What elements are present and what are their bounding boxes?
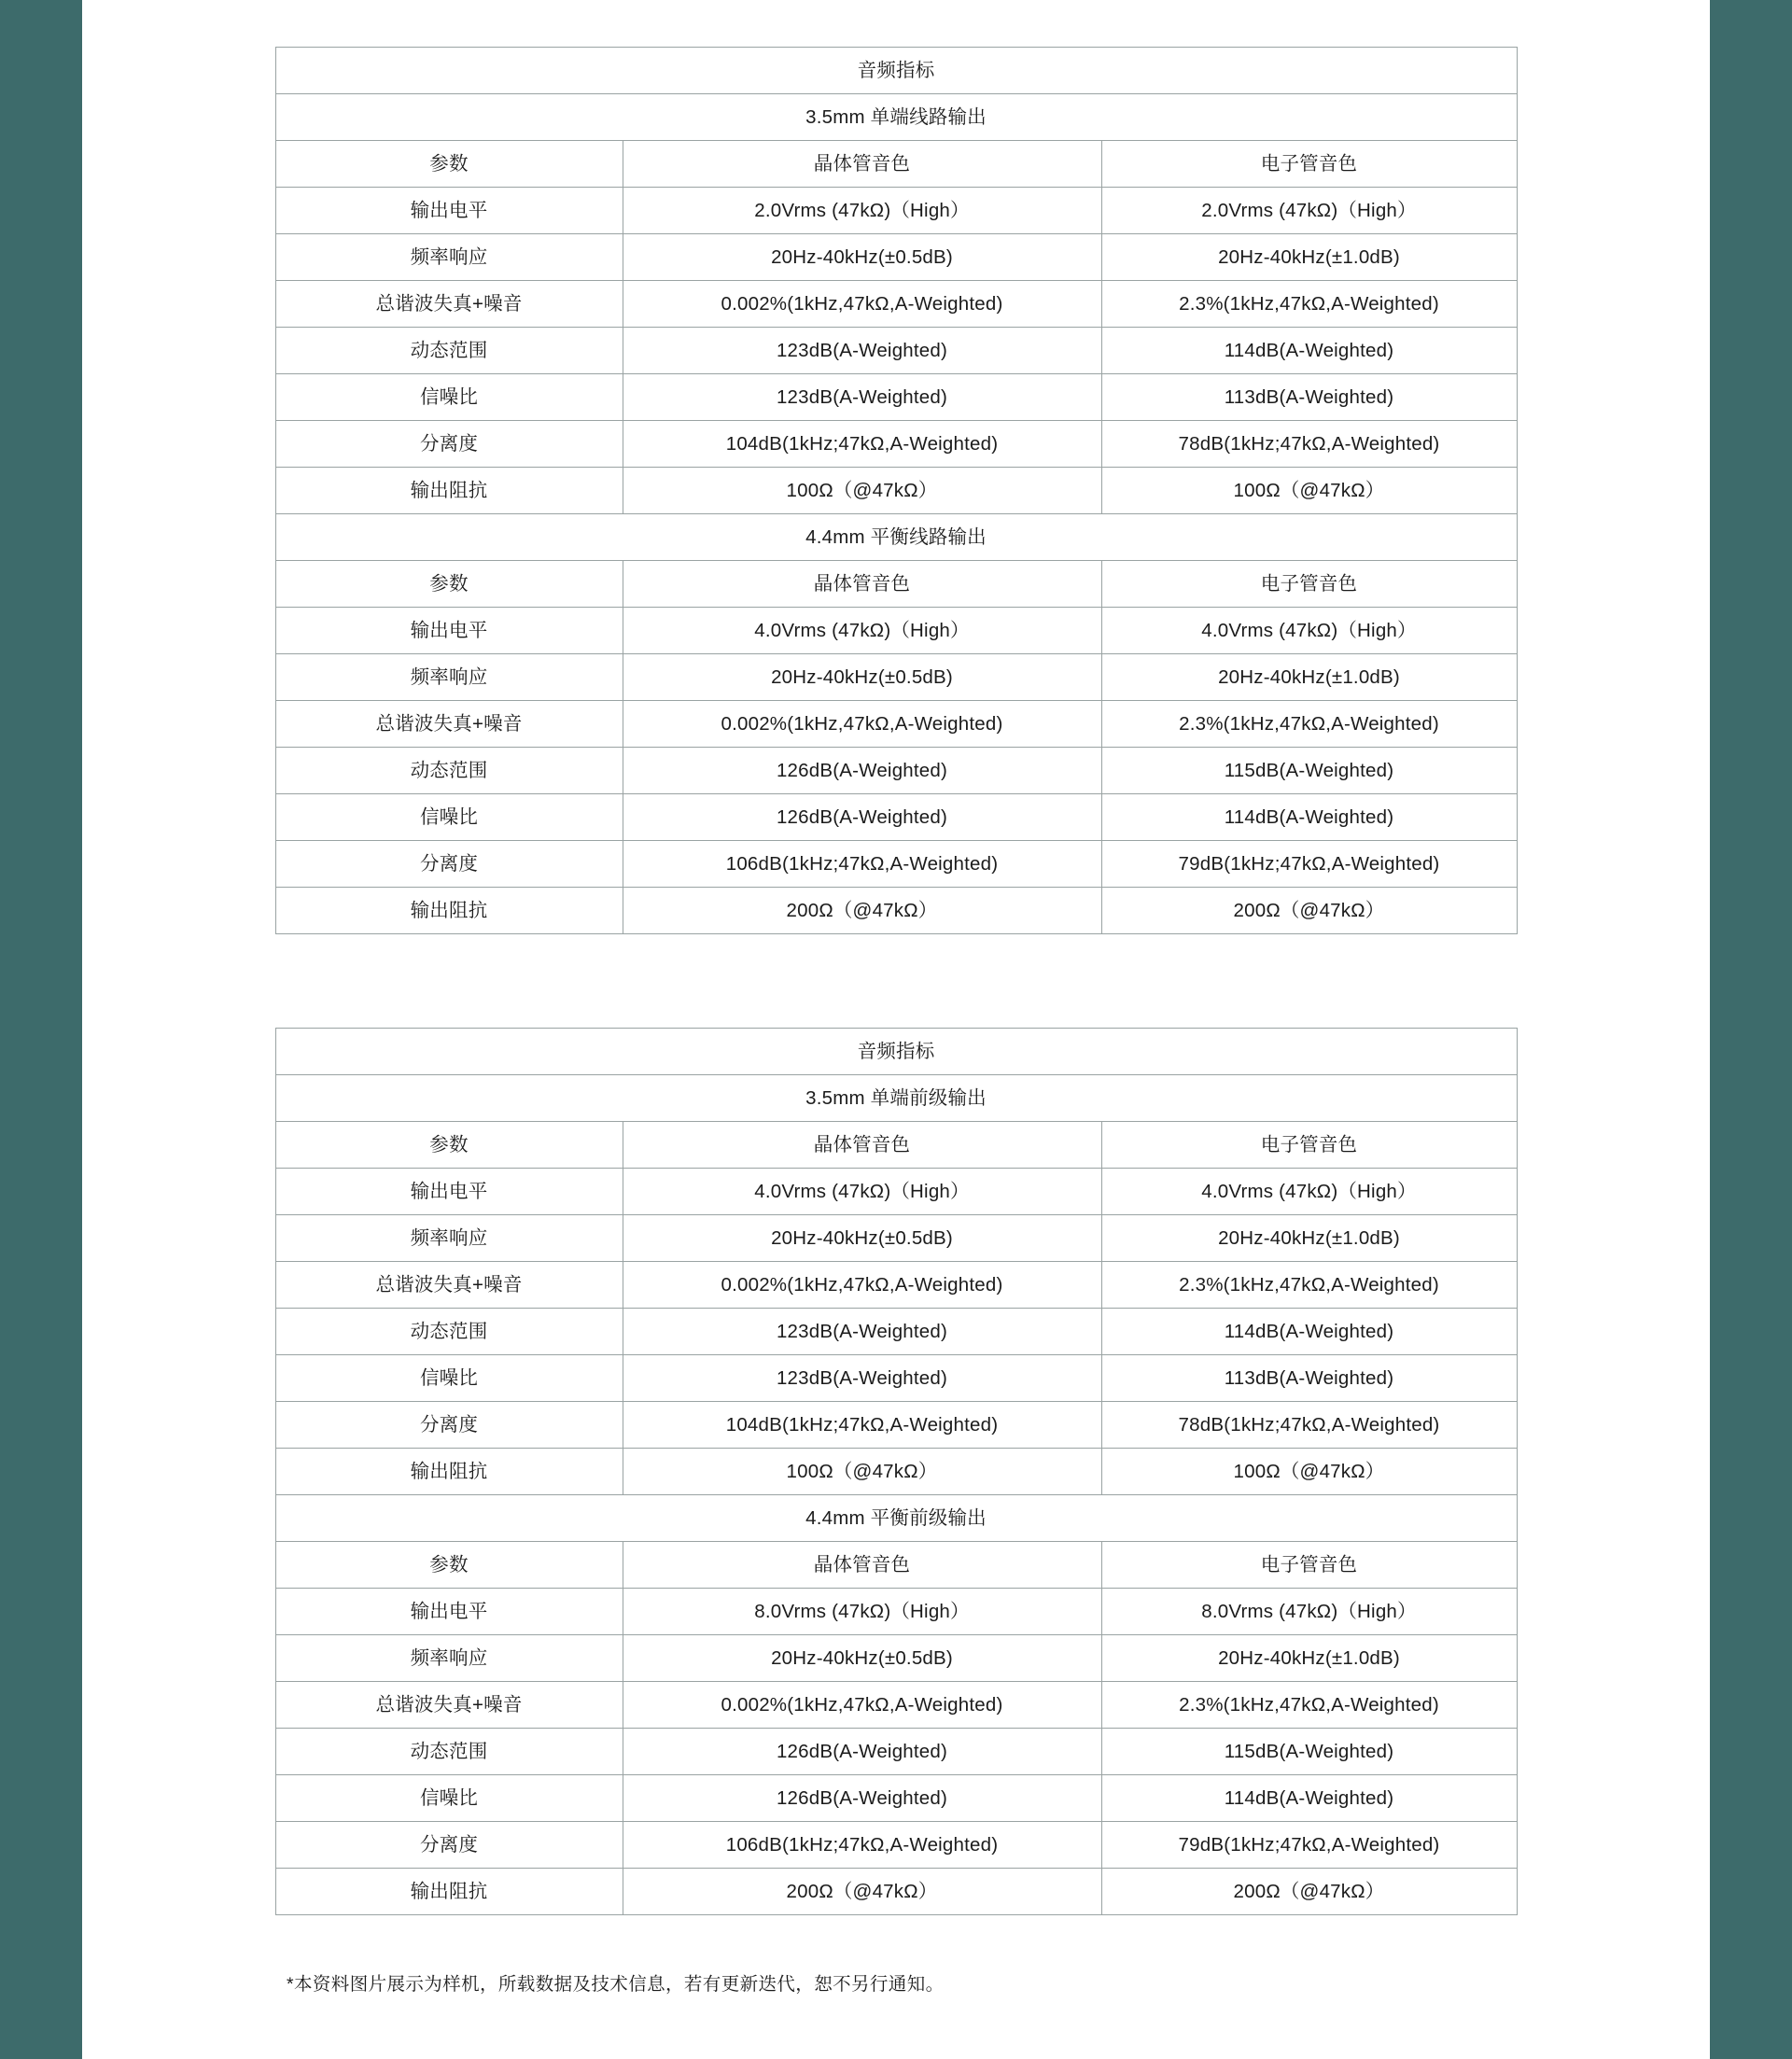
cell-tube: 20Hz-40kHz(±1.0dB): [1101, 234, 1517, 281]
cell-transistor: 200Ω（@47kΩ）: [623, 888, 1101, 934]
table-row: [275, 701, 1517, 748]
table-row: [275, 654, 1517, 701]
table-row: [275, 421, 1517, 468]
cell-transistor: 104dB(1kHz;47kΩ,A-Weighted): [623, 1402, 1101, 1449]
table-row: [275, 748, 1517, 794]
table-row: [275, 841, 1517, 888]
table-row: [275, 1682, 1517, 1729]
row-label: 动态范围: [275, 1729, 623, 1775]
cell-transistor: 126dB(A-Weighted): [623, 748, 1101, 794]
cell-tube: 2.3%(1kHz,47kΩ,A-Weighted): [1101, 1262, 1517, 1309]
section-title: 4.4mm 平衡前级输出: [275, 1495, 1517, 1542]
cell-transistor: 2.0Vrms (47kΩ)（High）: [623, 188, 1101, 234]
section-title-row: [275, 514, 1517, 561]
row-label: 动态范围: [275, 328, 623, 374]
cell-tube: 113dB(A-Weighted): [1101, 1355, 1517, 1402]
row-label: 信噪比: [275, 374, 623, 421]
cell-tube: 78dB(1kHz;47kΩ,A-Weighted): [1101, 421, 1517, 468]
row-label: 输出阻抗: [275, 1449, 623, 1495]
table-header-row: [275, 561, 1517, 608]
column-header-tube: 电子管音色: [1101, 141, 1517, 188]
section-title: 4.4mm 平衡线路输出: [275, 514, 1517, 561]
section-title: 3.5mm 单端线路输出: [275, 94, 1517, 141]
row-label: 输出电平: [275, 1169, 623, 1215]
table-header-row: [275, 1122, 1517, 1169]
cell-transistor: 106dB(1kHz;47kΩ,A-Weighted): [623, 1822, 1101, 1869]
cell-transistor: 8.0Vrms (47kΩ)（High）: [623, 1589, 1101, 1635]
cell-transistor: 123dB(A-Weighted): [623, 328, 1101, 374]
row-label: 分离度: [275, 1402, 623, 1449]
cell-transistor: 126dB(A-Weighted): [623, 1775, 1101, 1822]
cell-tube: 2.3%(1kHz,47kΩ,A-Weighted): [1101, 701, 1517, 748]
table-row: [275, 608, 1517, 654]
cell-transistor: 106dB(1kHz;47kΩ,A-Weighted): [623, 841, 1101, 888]
cell-tube: 79dB(1kHz;47kΩ,A-Weighted): [1101, 841, 1517, 888]
table-row: [275, 1262, 1517, 1309]
cell-transistor: 104dB(1kHz;47kΩ,A-Weighted): [623, 421, 1101, 468]
table-title: 音频指标: [275, 48, 1517, 94]
cell-tube: 200Ω（@47kΩ）: [1101, 1869, 1517, 1915]
footnote-text: *本资料图片展示为样机，所载数据及技术信息，若有更新迭代，恕不另行通知。: [287, 1974, 945, 1995]
cell-transistor: 126dB(A-Weighted): [623, 794, 1101, 841]
cell-tube: 115dB(A-Weighted): [1101, 748, 1517, 794]
table-row: [275, 888, 1517, 934]
cell-transistor: 4.0Vrms (47kΩ)（High）: [623, 608, 1101, 654]
row-label: 动态范围: [275, 1309, 623, 1355]
table-title: 音频指标: [275, 1029, 1517, 1075]
column-header-param: 参数: [275, 1542, 623, 1589]
row-label: 总谐波失真+噪音: [275, 1682, 623, 1729]
table-row: [275, 1589, 1517, 1635]
cell-transistor: 0.002%(1kHz,47kΩ,A-Weighted): [623, 1262, 1101, 1309]
column-header-transistor: 晶体管音色: [623, 1542, 1101, 1589]
column-header-transistor: 晶体管音色: [623, 561, 1101, 608]
spec-sheet-content: [82, 0, 1710, 2052]
cell-transistor: 20Hz-40kHz(±0.5dB): [623, 1215, 1101, 1262]
cell-tube: 2.3%(1kHz,47kΩ,A-Weighted): [1101, 1682, 1517, 1729]
row-label: 总谐波失真+噪音: [275, 701, 623, 748]
row-label: 频率响应: [275, 1635, 623, 1682]
spec-table-preamp-output: [275, 1028, 1518, 1915]
cell-transistor: 20Hz-40kHz(±0.5dB): [623, 234, 1101, 281]
row-label: 频率响应: [275, 1215, 623, 1262]
cell-transistor: 0.002%(1kHz,47kΩ,A-Weighted): [623, 701, 1101, 748]
column-header-param: 参数: [275, 561, 623, 608]
cell-tube: 113dB(A-Weighted): [1101, 374, 1517, 421]
row-label: 信噪比: [275, 794, 623, 841]
cell-tube: 100Ω（@47kΩ）: [1101, 1449, 1517, 1495]
column-header-tube: 电子管音色: [1101, 1542, 1517, 1589]
column-header-transistor: 晶体管音色: [623, 1122, 1101, 1169]
row-label: 分离度: [275, 421, 623, 468]
cell-tube: 114dB(A-Weighted): [1101, 794, 1517, 841]
section-title-row: [275, 1495, 1517, 1542]
row-label: 输出阻抗: [275, 888, 623, 934]
row-label: 输出电平: [275, 188, 623, 234]
section-title-row: [275, 1075, 1517, 1122]
cell-tube: 8.0Vrms (47kΩ)（High）: [1101, 1589, 1517, 1635]
row-label: 分离度: [275, 841, 623, 888]
cell-transistor: 123dB(A-Weighted): [623, 374, 1101, 421]
table-row: [275, 1355, 1517, 1402]
cell-tube: 4.0Vrms (47kΩ)（High）: [1101, 1169, 1517, 1215]
column-header-transistor: 晶体管音色: [623, 141, 1101, 188]
document-page: [82, 0, 1710, 2059]
cell-tube: 114dB(A-Weighted): [1101, 1775, 1517, 1822]
row-label: 信噪比: [275, 1355, 623, 1402]
cell-transistor: 20Hz-40kHz(±0.5dB): [623, 1635, 1101, 1682]
cell-tube: 4.0Vrms (47kΩ)（High）: [1101, 608, 1517, 654]
cell-tube: 100Ω（@47kΩ）: [1101, 468, 1517, 514]
cell-tube: 20Hz-40kHz(±1.0dB): [1101, 1635, 1517, 1682]
table-row: [275, 1402, 1517, 1449]
table-row: [275, 374, 1517, 421]
row-label: 输出阻抗: [275, 468, 623, 514]
table-row: [275, 234, 1517, 281]
cell-tube: 20Hz-40kHz(±1.0dB): [1101, 1215, 1517, 1262]
column-header-param: 参数: [275, 141, 623, 188]
row-label: 输出阻抗: [275, 1869, 623, 1915]
cell-transistor: 100Ω（@47kΩ）: [623, 1449, 1101, 1495]
cell-transistor: 4.0Vrms (47kΩ)（High）: [623, 1169, 1101, 1215]
table-header-row: [275, 141, 1517, 188]
table-row: [275, 1822, 1517, 1869]
cell-transistor: 123dB(A-Weighted): [623, 1309, 1101, 1355]
column-header-tube: 电子管音色: [1101, 561, 1517, 608]
row-label: 输出电平: [275, 608, 623, 654]
cell-tube: 78dB(1kHz;47kΩ,A-Weighted): [1101, 1402, 1517, 1449]
table-title-row: [275, 48, 1517, 94]
cell-tube: 20Hz-40kHz(±1.0dB): [1101, 654, 1517, 701]
table-row: [275, 1449, 1517, 1495]
cell-tube: 114dB(A-Weighted): [1101, 328, 1517, 374]
cell-transistor: 200Ω（@47kΩ）: [623, 1869, 1101, 1915]
row-label: 频率响应: [275, 234, 623, 281]
cell-transistor: 0.002%(1kHz,47kΩ,A-Weighted): [623, 1682, 1101, 1729]
table-row: [275, 1729, 1517, 1775]
table-title-row: [275, 1029, 1517, 1075]
row-label: 输出电平: [275, 1589, 623, 1635]
column-header-param: 参数: [275, 1122, 623, 1169]
section-title-row: [275, 94, 1517, 141]
row-label: 总谐波失真+噪音: [275, 1262, 623, 1309]
row-label: 频率响应: [275, 654, 623, 701]
cell-tube: 200Ω（@47kΩ）: [1101, 888, 1517, 934]
cell-transistor: 126dB(A-Weighted): [623, 1729, 1101, 1775]
spec-table-line-output: [275, 47, 1518, 934]
cell-transistor: 100Ω（@47kΩ）: [623, 468, 1101, 514]
row-label: 分离度: [275, 1822, 623, 1869]
column-header-tube: 电子管音色: [1101, 1122, 1517, 1169]
row-label: 总谐波失真+噪音: [275, 281, 623, 328]
row-label: 动态范围: [275, 748, 623, 794]
table-row: [275, 1775, 1517, 1822]
cell-transistor: 20Hz-40kHz(±0.5dB): [623, 654, 1101, 701]
cell-tube: 79dB(1kHz;47kΩ,A-Weighted): [1101, 1822, 1517, 1869]
cell-tube: 115dB(A-Weighted): [1101, 1729, 1517, 1775]
table-row: [275, 468, 1517, 514]
cell-tube: 2.3%(1kHz,47kΩ,A-Weighted): [1101, 281, 1517, 328]
table-row: [275, 1169, 1517, 1215]
table-row: [275, 281, 1517, 328]
table-header-row: [275, 1542, 1517, 1589]
table-row: [275, 1309, 1517, 1355]
cell-tube: 114dB(A-Weighted): [1101, 1309, 1517, 1355]
row-label: 信噪比: [275, 1775, 623, 1822]
cell-transistor: 0.002%(1kHz,47kΩ,A-Weighted): [623, 281, 1101, 328]
table-row: [275, 328, 1517, 374]
table-row: [275, 188, 1517, 234]
table-row: [275, 1215, 1517, 1262]
cell-transistor: 123dB(A-Weighted): [623, 1355, 1101, 1402]
table-row: [275, 1869, 1517, 1915]
section-spacer: [82, 934, 1710, 1028]
table-row: [275, 1635, 1517, 1682]
cell-tube: 2.0Vrms (47kΩ)（High）: [1101, 188, 1517, 234]
table-row: [275, 794, 1517, 841]
section-title: 3.5mm 单端前级输出: [275, 1075, 1517, 1122]
